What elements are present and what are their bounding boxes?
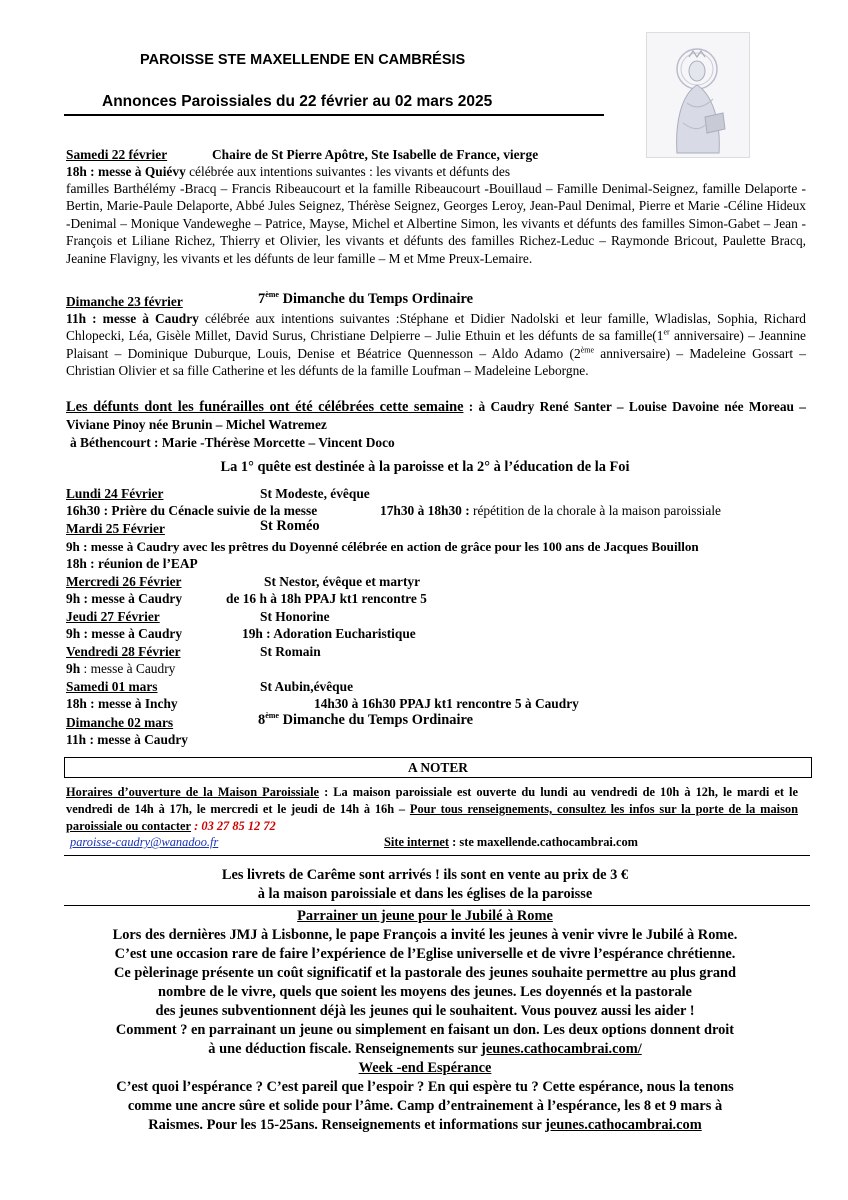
noter-title: A NOTER: [408, 760, 468, 775]
funerals-caudry: : à Caudry René Santer – Louise Davoine née Moreau – Viviane Pinoy née Brunin – Michel Watremez: [66, 399, 806, 433]
jubile-l3: Ce pèlerinage présente un coût significatif et la pastorale des jeunes souhaite permettre au plus grand: [113, 965, 737, 981]
dimanche-saint: Dimanche du Temps Ordinaire: [278, 712, 474, 728]
lundi-a: 16h30 : Prière du Cénacle suivie de la messe: [66, 503, 318, 518]
phone-number: : 03 27 85 12 72: [191, 819, 276, 833]
jeudi-a: 9h : messe à Caudry: [66, 626, 183, 641]
noter-box: [64, 757, 812, 778]
sun23-intentions-c: anniversaire) – Madeleine Gossart – Christian Olivier et sa fille Catherine et les défunts de la famille Loufman – Madeleine Leborgne.: [66, 345, 806, 379]
sun23-feast-sup: ème: [265, 290, 279, 300]
saint-illustration: [647, 33, 749, 157]
lundi-b-time: 17h30 à 18h30 :: [380, 503, 470, 518]
funerals-heading: Les défunts dont les funérailles ont été célébrées cette semaine: [66, 399, 464, 415]
hours-text: : La maison paroissiale est ouverte du lundi au vendredi de 10h à 12h, le mardi et le vendredi de 14h à 17h, le mercredi et le jeudi de 14h à 16h –: [66, 785, 798, 816]
dimanche-feast-line: [258, 712, 473, 730]
samedi-date: Samedi 01 mars: [66, 679, 158, 694]
jeudi-saint: St Honorine: [260, 609, 330, 624]
sun23-intentions-a: célébrée aux intentions suivantes :Stéphane et Didier Nadolski et leur famille, Wladislas, Sophia, Richard Chlopecki, Léa, Gisèle Millet, David Surus, Christiane Delpierre – Julie Ethuin et les défunts de sa famille(1: [66, 311, 806, 344]
parish-name: PAROISSE STE MAXELLENDE EN CAMBRÉSIS: [140, 52, 466, 68]
jubile-l6: Comment ? en parrainant un jeune ou simplement en faisant un don. Les deux options donnent droit: [115, 1022, 735, 1038]
jubile-l2: C’est une occasion rare de faire l’expérience de l’Eglise universelle et de vivre l’espérance chrétienne.: [114, 946, 736, 962]
vendredi-a-time: 9h: [66, 661, 81, 676]
vendredi-saint: St Romain: [260, 644, 321, 659]
lundi-date: Lundi 24 Février: [66, 486, 164, 501]
dimanche-a: 11h : messe à Caudry: [66, 732, 189, 747]
title-underline: [64, 114, 604, 116]
sun23-sup-eme: ème: [580, 345, 594, 355]
sat22-mass: 18h : messe à Quiévy: [66, 164, 186, 179]
sun23-feast-line: [258, 291, 473, 309]
sat22-intro: célébrée aux intentions suivantes : les vivants et défunts des: [185, 164, 511, 179]
careme-line2: à la maison paroissiale et dans les églises de la paroisse: [257, 886, 593, 902]
funerals-block: [66, 398, 806, 434]
jubile-title: Parrainer un jeune pour le Jubilé à Rome: [297, 908, 553, 924]
site-url: : ste maxellende.cathocambrai.com: [449, 835, 638, 849]
noter-bottom-rule: [64, 855, 810, 856]
sun23-feast-num: 7: [258, 291, 266, 307]
jubile-l4: nombre de le vivre, quels que soient les moyens des jeunes. Les doyennés et la pastorale: [158, 984, 692, 1000]
jubile-l5: des jeunes subventionnent déjà les jeunes qui le souhaitent. Vous pouvez aussi les aider !: [155, 1003, 695, 1019]
jeudi-b: 19h : Adoration Eucharistique: [242, 626, 416, 641]
email-link[interactable]: paroisse-caudry@wanadoo.fr: [70, 835, 219, 849]
samedi-saint: St Aubin,évêque: [260, 679, 354, 694]
lundi-b-text: répétition de la chorale à la maison paroissiale: [469, 503, 722, 518]
hours-label: Horaires d’ouverture de la Maison Paroissiale: [66, 785, 320, 799]
info-link[interactable]: Pour tous renseignements, consultez les infos sur la porte de la maison paroissiale ou contacter: [66, 802, 799, 833]
mercredi-b: de 16 h à 18h PPAJ kt1 rencontre 5: [226, 591, 427, 606]
careme-line1: Les livrets de Carême sont arrivés ! ils sont en vente au prix de 3 €: [221, 867, 629, 883]
noter-content: [66, 784, 798, 835]
mardi-b: 18h : réunion de l’EAP: [66, 556, 198, 571]
funerals-bethencourt: à Béthencourt : Marie -Thérèse Morcette – Vincent Doco: [70, 435, 395, 450]
sun23-date: Dimanche 23 février: [66, 294, 183, 309]
mardi-date: Mardi 25 Février: [66, 521, 165, 536]
jeudi-date: Jeudi 27 Février: [66, 609, 160, 624]
sun23-feast: Dimanche du Temps Ordinaire: [278, 291, 474, 307]
sat22-date: Samedi 22 février: [66, 147, 168, 162]
sun23-sup-er: er: [663, 327, 670, 337]
dimanche-sup: ème: [265, 711, 279, 721]
samedi-a: 18h : messe à Inchy: [66, 696, 178, 711]
mercredi-saint: St Nestor, évêque et martyr: [264, 574, 421, 589]
sun23-intentions: [66, 310, 806, 380]
mardi-a: 9h : messe à Caudry avec les prêtres du Doyenné célébrée en action de grâce pour les 100 ans de Jacques Bouillon: [66, 539, 699, 554]
esperance-title: Week -end Espérance: [358, 1060, 492, 1076]
sun23-mass: 11h : messe à Caudry: [66, 311, 199, 326]
vendredi-a-text: : messe à Caudry: [80, 661, 176, 676]
page-title: Annonces Paroissiales du 22 février au 02 mars 2025: [102, 93, 493, 110]
dimanche-date: Dimanche 02 mars: [66, 715, 174, 730]
collection-note: La 1° quête est destinée à la paroisse et la 2° à l’éducation de la Foi: [220, 459, 630, 475]
lundi-saint: St Modeste, évêque: [260, 486, 370, 501]
esperance-l3: Raismes. Pour les 15-25ans. Renseignements et informations sur: [148, 1117, 546, 1133]
sat22-feast: Chaire de St Pierre Apôtre, Ste Isabelle de France, vierge: [212, 147, 539, 162]
sun23-intentions-b: anniversaire) – Jeannine Plaisant – Dominique Duburque, Louis, Denise et Béatrice Quennesson – Aldo Adamo (2: [66, 328, 806, 361]
jubile-l7: à une déduction fiscale. Renseignements sur: [208, 1041, 482, 1057]
sat22-intentions: familles Barthélémy -Bracq – Francis Ribeaucourt et la famille Ribeaucourt -Bouillaud – Famille Denimal-Seignez, famille Delaporte -Bertin, Marie-Paule Delaporte, Abbé Jules Seignez, Thérèse Seignez, Georges Leroy, Jean-Paul Denimal, Pierre et Marie -Céline Hideux -Denimal – Monique Vandeweghe – Patrice, Mayse, Michel et Albertine Simon, les vivants et défunts des familles Simon-Gabet – Jean -François et Liliane Richez, Thierry et Olivier, les vivants et défunts des familles Richez-Leduc – Raymonde Bricout, Paulette Bracq, Jeanine Flavigny, les vivants et les défunts de leur famille – M et Mme Preux-Lemaire.: [66, 181, 806, 266]
saint-image: [646, 32, 750, 158]
jubile-l1: Lors des dernières JMJ à Lisbonne, le pape François a invité les jeunes à venir vivre le Jubilé à Rome.: [112, 927, 738, 943]
samedi-b: 14h30 à 16h30 PPAJ kt1 rencontre 5 à Caudry: [314, 696, 579, 711]
esperance-l1: C’est quoi l’espérance ? C’est pareil que l’espoir ? En qui espère tu ? Cette espérance, nous la tenons: [116, 1079, 734, 1095]
jubile-link[interactable]: jeunes.cathocambrai.com/: [481, 1041, 642, 1057]
dimanche-num: 8: [258, 712, 266, 728]
mercredi-date: Mercredi 26 Février: [66, 574, 182, 589]
esperance-l2: comme une ancre sûre et solide pour l’âme. Camp d’entrainement à l’espérance, les 8 et 9 mars à: [127, 1098, 723, 1114]
esperance-link[interactable]: jeunes.cathocambrai.com: [545, 1117, 702, 1133]
mercredi-a: 9h : messe à Caudry: [66, 591, 183, 606]
site-label: Site internet: [384, 835, 450, 849]
vendredi-date: Vendredi 28 Février: [66, 644, 181, 659]
mardi-saint: St Roméo: [260, 518, 320, 534]
careme-rule: [64, 905, 810, 906]
